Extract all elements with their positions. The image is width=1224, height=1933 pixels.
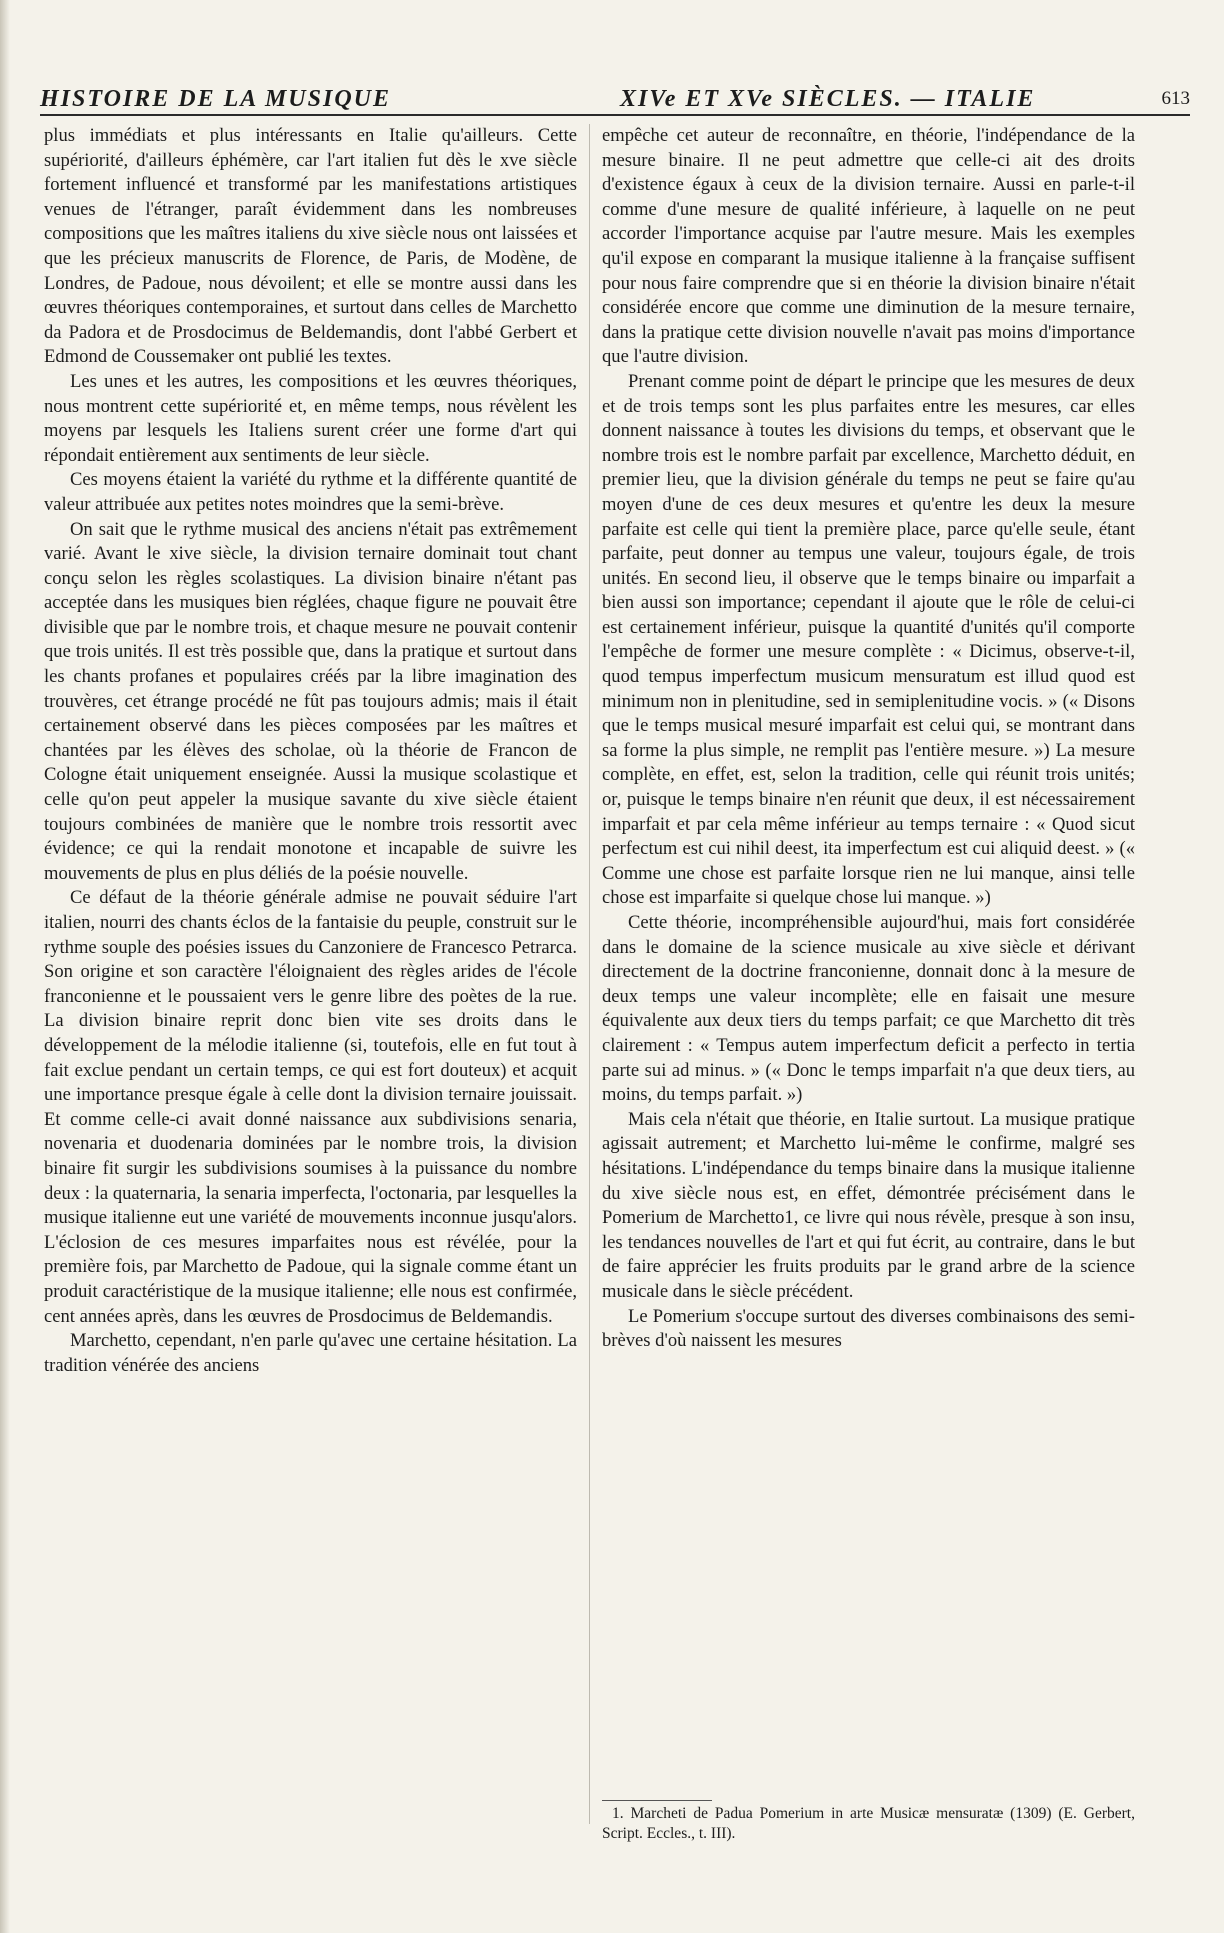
footnote: [602, 1804, 1135, 1844]
left-column-paragraph: Marchetto, cependant, n'en parle qu'avec une certaine hésitation. La tradition vénérée des anciens: [44, 1330, 577, 1376]
header-left-title: HISTOIRE DE LA MUSIQUE: [40, 86, 391, 112]
right-column-paragraph: Le Pomerium s'occupe surtout des diverses combinaisons des semi-brèves d'où naissent les mesures: [602, 1305, 1135, 1352]
header-right-title: XIVe ET XVe SIÈCLES. — ITALIE: [620, 86, 1036, 112]
footnote-rule: [602, 1800, 712, 1801]
left-column-paragraph: On sait que le rythme musical des anciens n'était pas extrêmement varié. Avant le xive siècle, la division ternaire dominait tout chant conçu selon les règles scolastiques. La division binaire n'étant pas acceptée dans les musiques bien réglées, chaque figure ne pouvait être divisible que par le nombre trois, et chaque mesure ne pouvait contenir que trois unités. Il est très possible que, dans la pratique et surtout dans les chants profanes et populaires créés par la libre imagination des trouvères, cet étrange procédé ne fût pas toujours admis; mais il était certainement observé dans les pièces composées par les maîtres et chantées par les élèves des scholae, où la théorie de Francon de Cologne était uniquement enseignée. Aussi la musique scolastique et celle qu'on peut appeler la musique savante du xive siècle étaient toujours combinées de manière que le nombre trois ressortit avec évidence; ce qui la rendait monotone et incapable de suivre les mouvements de plus en plus déliés de la poésie nouvelle.: [44, 518, 577, 884]
right-column-paragraph: Mais cela n'était que théorie, en Italie surtout. La musique pratique agissait autrement; et Marchetto lui-même le confirme, malgré ses hésitations. L'indépendance du temps binaire dans la musique italienne du xive siècle nous est, en effet, démontrée précisément dans le Pomerium de Marchetto1, ce livre qui nous révèle, presque à son insu, les tendances nouvelles de l'art et qui fut écrit, au contraire, dans le but de faire apprécier les fruits produits par le grand arbre de la science musicale dans le siècle précédent.: [602, 1108, 1135, 1302]
left-text-column: [44, 124, 577, 1378]
page-number: 613: [1161, 88, 1190, 109]
page-edge-shadow: [0, 0, 10, 1933]
left-column-paragraph: Les unes et les autres, les compositions et les œuvres théoriques, nous montrent cette supériorité et, en même temps, nous révèlent les moyens par lesquels les Italiens surent créer une forme d'art qui répondait entièrement aux sentiments de leur siècle.: [44, 370, 577, 466]
footnote-text: 1. Marcheti de Padua Pomerium in arte Musicæ mensuratæ (1309) (E. Gerbert, Script. Eccles., t. III).: [602, 1805, 1135, 1842]
left-column-paragraph: plus immédiats et plus intéressants en Italie qu'ailleurs. Cette supériorité, d'ailleurs éphémère, car l'art italien fut dès le xve siècle fortement influencé et transformé par les manifestations artistiques venues de l'étranger, paraît évidemment dans les nombreuses compositions que les maîtres italiens du xive siècle nous ont laissées et que les précieux manuscrits de Florence, de Paris, de Modène, de Londres, de Padoue, nous dévoilent; et elle se montre aussi dans les œuvres théoriques contemporaines, et surtout dans celles de Marchetto da Padora et de Prosdocimus de Beldemandis, dont l'abbé Gerbert et Edmond de Coussemaker ont publié les textes.: [44, 125, 577, 368]
right-column-paragraph: Cette théorie, incompréhensible aujourd'hui, mais fort considérée dans le domaine de la science musicale au xive siècle et dérivant directement de la doctrine franconienne, donnait donc à la mesure de deux temps une valeur incomplète; elle en faisait une mesure équivalente aux deux tiers du temps parfait; ce que Marchetto dit très clairement : « Tempus autem imperfectum deficit a perfecto in tertia parte sui ad minus. » (« Donc le temps imparfait n'a que deux tiers, au moins, du temps parfait. »): [602, 912, 1135, 1106]
left-column-paragraph: Ces moyens étaient la variété du rythme et la différente quantité de valeur attribuée aux petites notes moindres que la semi-brève.: [44, 469, 577, 515]
right-column-paragraph: empêche cet auteur de reconnaître, en théorie, l'indépendance de la mesure binaire. Il ne peut admettre que celle-ci ait des droits d'existence égaux à ceux de la division ternaire. Aussi en parle-t-il comme d'une mesure de qualité inférieure, à laquelle on ne peut accorder l'importance acquise par l'autre mesure. Mais les exemples qu'il expose en comparant la musique italienne à la française suffisent pour nous faire comprendre que si en théorie la division binaire n'était considérée encore que comme une diminution de la mesure ternaire, dans la pratique cette division nouvelle n'avait pas moins d'importance que l'autre division.: [602, 125, 1135, 368]
running-header: [40, 84, 1190, 116]
right-text-column: [602, 124, 1135, 1354]
left-column-paragraph: Ce défaut de la théorie générale admise ne pouvait séduire l'art italien, nourri des chants éclos de la fantaisie du peuple, construit sur le rythme souple des poésies issues du Canzoniere de Francesco Petrarca. Son origine et son caractère l'éloignaient des règles arides de l'école franconienne et le poussaient vers le genre libre des poètes de la rue. La division binaire reprit donc bien vite ses droits dans le développement de la mélodie italienne (si, toutefois, elle en fut tout à fait exclue pendant un certain temps, ce qui est fort douteux) et acquit une importance presque égale à celle dont la division ternaire jouissait. Et comme celle-ci avait donné naissance aux subdivisions senaria, novenaria et duodenaria dominées par le nombre trois, la division binaire fit surgir les subdivisions soumises à la puissance du nombre deux : la quaternaria, la senaria imperfecta, l'octonaria, par lesquelles la musique italienne eut une variété de mouvements inconnue jusqu'alors. L'éclosion de ces mesures imparfaites nous est révélée, pour la première fois, par Marchetto de Padoue, qui la signale comme étant un produit caractéristique de la musique italienne; elle nous est confirmée, cent années après, dans les œuvres de Prosdocimus de Beldemandis.: [44, 887, 577, 1327]
column-divider: [589, 124, 590, 1824]
right-column-paragraph: Prenant comme point de départ le principe que les mesures de deux et de trois temps sont les plus parfaites entre les mesures, car elles donnent naissance à toutes les divisions du temps, et observant que le nombre trois est le nombre parfait par excellence, Marchetto déduit, en premier lieu, que la division générale du temps ne peut se faire qu'au moyen d'une de ces deux mesures et qu'entre les deux la mesure parfaite est celle qui tient la première place, parce qu'elle seule, étant parfaite, peut donner au tempus une valeur, toujours égale, de trois unités. En second lieu, il observe que le temps binaire ou imparfait a bien aussi son importance; cependant il ajoute que le rôle de celui-ci est certainement inférieur, puisque la quantité d'unités qu'il comporte l'empêche de former une mesure complète : « Dicimus, observe-t-il, quod tempus imperfectum musicum mensuratum est illud quod est minimum non in plenitudine, sed in semiplenitudine vocis. » (« Disons que le temps musical mesuré imparfait est celui qui, se montrant dans sa forme la plus simple, ne remplit pas l'entière mesure. ») La mesure complète, en effet, est, selon la tradition, celle qui réunit trois unités; or, puisque le temps binaire n'en réunit que deux, il est nécessairement imparfait et par cela même inférieur au temps ternaire : « Quod sicut perfectum est cui nihil deest, ita imperfectum est cui aliquid deest. » (« Comme une chose est parfaite lorsque rien ne lui manque, ainsi telle chose est imparfaite si quelque chose lui manque. »): [602, 370, 1135, 909]
